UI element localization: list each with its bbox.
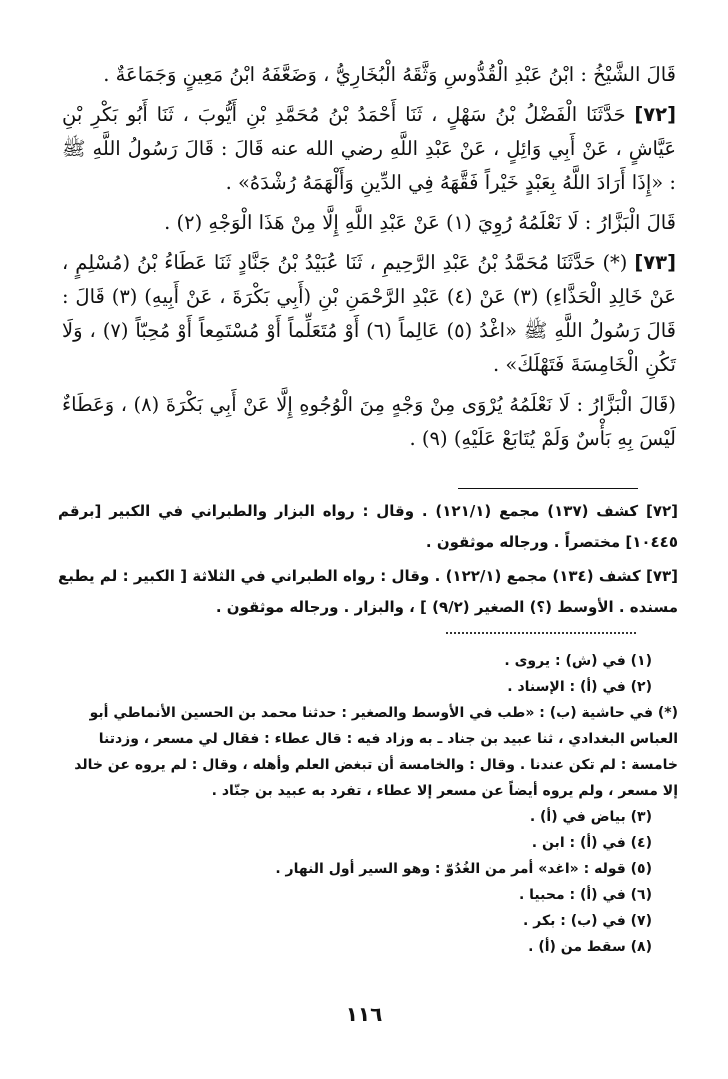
takhrij-section [58, 496, 678, 626]
hadith-73 [62, 246, 676, 382]
footnote-item: (٧) في (ب) : بكر . [523, 913, 652, 929]
dotted-divider [446, 632, 636, 634]
footnote-item: (٨) سقط من (أ) . [528, 939, 652, 955]
footnote-item: (٣) بياض في (أ) . [529, 809, 652, 825]
hadith-73-number: [٧٣] [634, 251, 676, 274]
bazzar-comment-72: قَالَ الْبَزَّارُ : لَا نَعْلَمُهُ رُوِيَ (١) عَنْ عَبْدِ اللَّهِ إِلَّا مِنْ هَذَا الْوَجْهِ (٢) . [164, 211, 676, 234]
section-divider [458, 488, 638, 489]
hadith-72 [62, 98, 676, 200]
footnote-item: (٢) في (أ) : الإسناد . [507, 679, 652, 695]
page-number: ١١٦ [345, 1002, 383, 1026]
sheikh-comment: قَالَ الشَّيْخُ : ابْنُ عَبْدِ الْقُدُّوسِ وَثَّقَهُ الْبُخَارِيُّ ، وَضَعَّفَهُ ابْنُ مَعِينٍ وَجَمَاعَةٌ . [103, 63, 676, 86]
footnotes [58, 648, 678, 960]
footnote-item: (١) في (ش) : يروى . [504, 653, 652, 669]
hadith-73-text: (*) حَدَّثَنَا مُحَمَّدُ بْنُ عَبْدِ الرَّحِيمِ ، ثَنَا عُبَيْدُ بْنُ جَنَّادٍ ثَنَا عَطَاءُ بْنُ (مُسْلِمٍ ، عَنْ خَالِدِ الْحَذَّاءِ) (٣) عَنْ (٤) عَبْدِ الرَّحْمَنِ بْنِ (أَبِي بَكْرَةَ ، عَنْ أَبِيهِ) (٣) قَالَ : قَالَ رَسُولُ اللَّهِ ﷺ «اغْدُ (٥) عَالِماً (٦) أَوْ مُتَعَلِّماً أَوْ مُسْتَمِعاً أَوْ مُحِبّاً (٧) ، وَلَا تَكُنِ الْخَامِسَةَ فَتَهْلَكَ» . [62, 251, 677, 376]
takhrij-73: [٧٣] كشف (١٣٤) مجمع (١٢٢/١) . وقال : رواه الطبراني في الثلاثة [ الكبير : لم يطبع مسنده . الأوسط (؟) الصغير (٩/٢) ] ، والبزار . ورجاله موثقون . [58, 567, 678, 616]
takhrij-72: [٧٢] كشف (١٣٧) مجمع (١٢١/١) . وقال : رواه البزار والطبراني في الكبير [برقم ١٠٤٤٥] مختصراً . ورجاله موثقون . [58, 502, 678, 551]
hadith-72-text: حَدَّثَنَا الْفَضْلُ بْنُ سَهْلٍ ، ثَنَا أَحْمَدُ بْنُ مُحَمَّدِ بْنِ أَيُّوبَ ، ثَنَا أَبُو بَكْرِ بْنِ عَيَّاشٍ ، عَنْ أَبِي وَائِلٍ ، عَنْ عَبْدِ اللَّهِ رضي الله عنه قَالَ : قَالَ رَسُولُ اللَّهِ ﷺ : «إِذَا أَرَادَ اللَّهُ بِعَبْدٍ خَيْراً فَقَّهَهُ فِي الدِّينِ وَأَلْهَمَهُ رُشْدَهُ» . [62, 103, 677, 194]
footnote-item: (*) في حاشية (ب) : «طب في الأوسط والصغير : حدثنا محمد بن الحسين الأنماطي أبو العباس البغدادي ، ثنا عبيد بن جناد ـ به وزاد فيه : قال عطاء : فقال لي مسعر ، وزدتنا خامسة : لم تكن عندنا . وقال : والخامسة أن تبغض العلم وأهله ، وقال : لم يروه عن خالد إلا مسعر ، ولم يروه أيضاً عن مسعر إلا عطاء ، تفرد به عبيد بن جنّاد . [74, 705, 678, 799]
hadith-72-number: [٧٢] [634, 103, 676, 126]
footnote-item: (٥) قوله : «اغد» أمر من الغُدُوّ : وهو السير أول النهار . [275, 861, 652, 877]
footnote-item: (٦) في (أ) : محبيا . [518, 887, 652, 903]
footnote-item: (٤) في (أ) : ابن . [531, 835, 652, 851]
bazzar-comment-73: (قَالَ الْبَزَّارُ : لَا نَعْلَمُهُ يُرْوَى مِنْ وَجْهٍ مِنَ الْوُجُوهِ إِلَّا عَنْ أَبِي بَكْرَةَ (٨) ، وَعَطَاءٌ لَيْسَ بِهِ بَأْسٌ وَلَمْ يُتَابَعْ عَلَيْهِ) (٩) . [62, 393, 676, 450]
main-text [62, 58, 676, 462]
